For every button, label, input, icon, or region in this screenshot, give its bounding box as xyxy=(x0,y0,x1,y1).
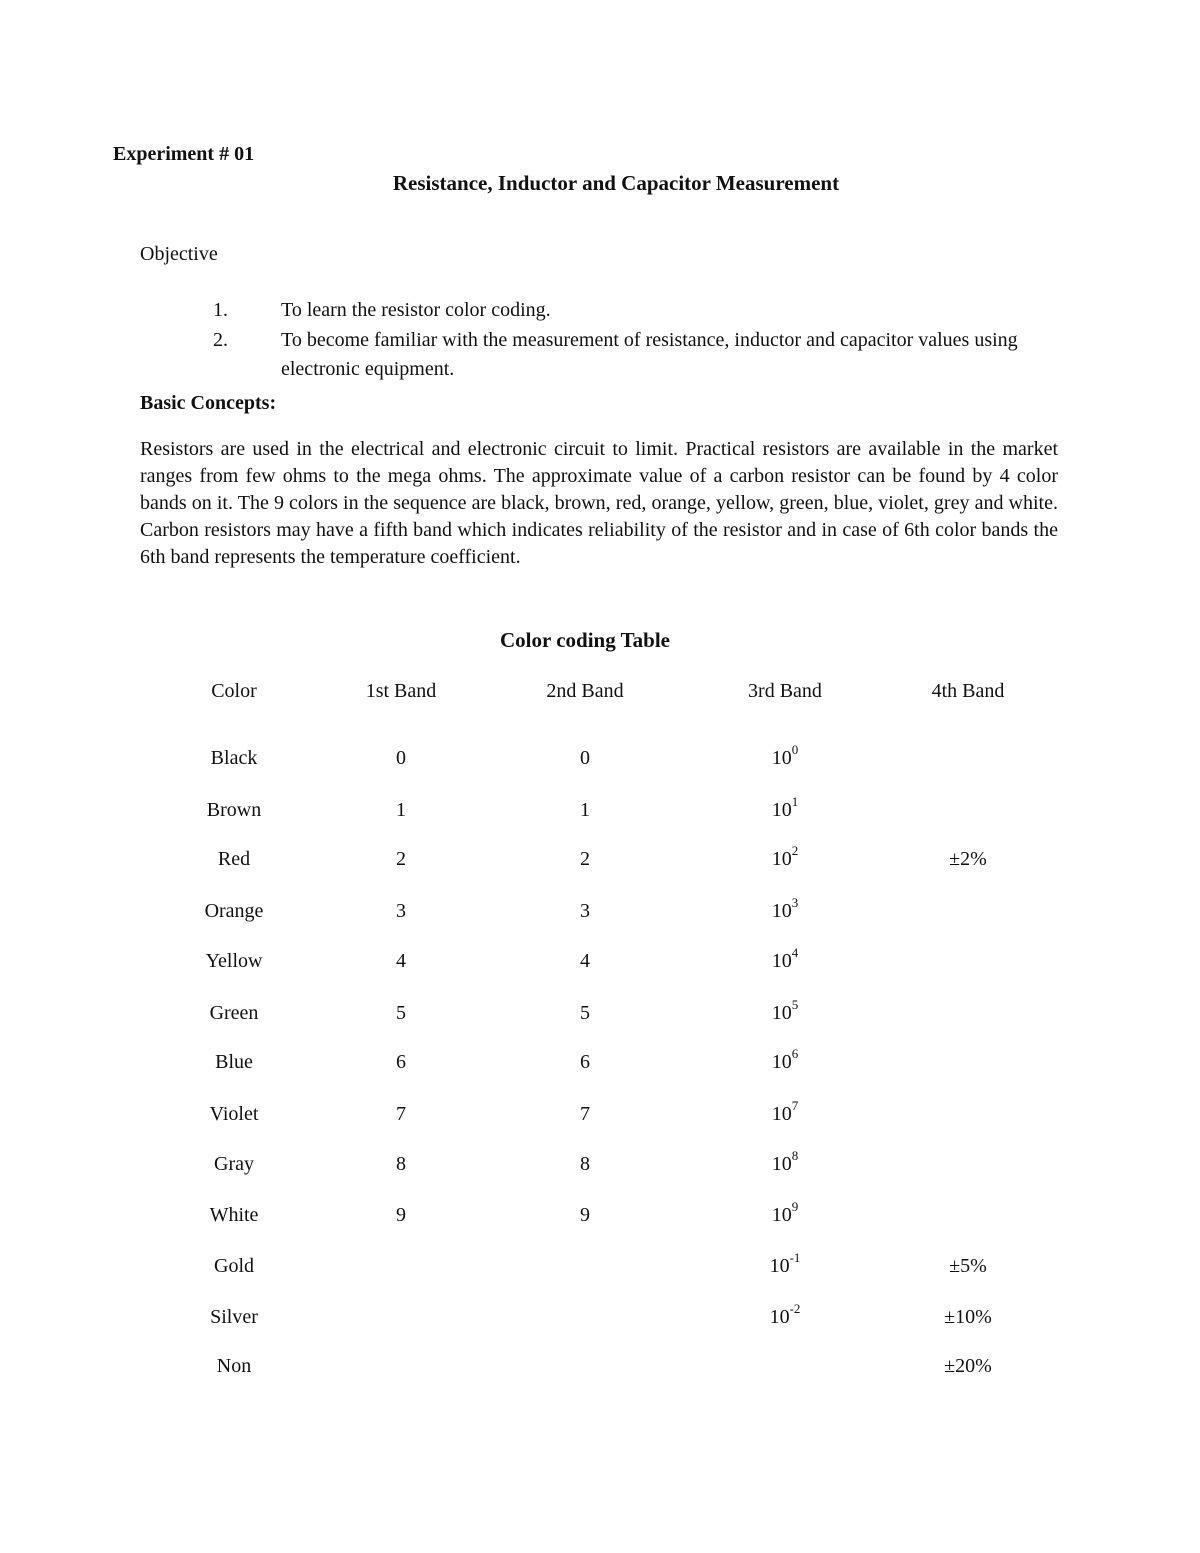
first-band-cell: 6 xyxy=(396,1051,406,1073)
color-name-cell: Black xyxy=(210,747,258,769)
third-band-cell xyxy=(720,1250,850,1280)
second-band-cell: 4 xyxy=(580,950,590,972)
multiplier-base: 10 xyxy=(771,950,792,972)
third-band-cell xyxy=(720,1148,850,1178)
multiplier-base: 10 xyxy=(771,848,792,870)
multiplier-exponent: 1 xyxy=(791,794,799,810)
color-name-cell: Green xyxy=(209,1002,259,1024)
table-header-cell: 4th Band xyxy=(931,680,1005,702)
first-band-cell: 0 xyxy=(396,747,406,769)
multiplier-exponent: 3 xyxy=(791,895,799,911)
multiplier-base: 10 xyxy=(771,1002,792,1024)
fourth-band-cell: ±10% xyxy=(944,1306,992,1328)
multiplier-base: 10 xyxy=(769,1306,790,1328)
multiplier-base: 10 xyxy=(769,1255,790,1277)
first-band-cell: 4 xyxy=(396,950,406,972)
color-name-cell: Blue xyxy=(215,1051,253,1073)
second-band-cell: 0 xyxy=(580,747,590,769)
second-band-cell: 3 xyxy=(580,900,590,922)
table-header-cell: Color xyxy=(211,680,257,702)
first-band-cell: 1 xyxy=(396,799,406,821)
multiplier-exponent: 5 xyxy=(791,997,799,1013)
color-name-cell: Red xyxy=(217,848,251,870)
fourth-band-cell: ±2% xyxy=(949,848,987,870)
table-header-cell: 3rd Band xyxy=(748,680,822,702)
second-band-cell: 2 xyxy=(580,848,590,870)
second-band-cell: 6 xyxy=(580,1051,590,1073)
first-band-cell: 2 xyxy=(396,848,406,870)
third-band-cell xyxy=(720,1301,850,1331)
multiplier-exponent: -2 xyxy=(789,1301,801,1317)
table-header-cell: 1st Band xyxy=(365,680,437,702)
multiplier-base: 10 xyxy=(771,1051,792,1073)
first-band-cell: 5 xyxy=(396,1002,406,1024)
first-band-cell: 3 xyxy=(396,900,406,922)
multiplier-exponent: -1 xyxy=(789,1250,801,1266)
second-band-cell: 5 xyxy=(580,1002,590,1024)
multiplier-base: 10 xyxy=(771,799,792,821)
multiplier-exponent: 7 xyxy=(791,1098,799,1114)
color-name-cell: Gray xyxy=(214,1153,254,1175)
multiplier-exponent: 4 xyxy=(791,945,799,961)
third-band-cell xyxy=(720,794,850,824)
first-band-cell: 7 xyxy=(396,1103,406,1125)
third-band-cell xyxy=(720,997,850,1027)
color-name-cell: Orange xyxy=(204,900,264,922)
multiplier-exponent: 9 xyxy=(791,1199,799,1215)
color-name-cell: Brown xyxy=(206,799,262,821)
objective-item-number: 2. xyxy=(213,329,228,351)
second-band-cell: 9 xyxy=(580,1204,590,1226)
table-header-cell: 2nd Band xyxy=(546,680,624,702)
multiplier-exponent: 6 xyxy=(791,1046,799,1062)
experiment-label: Experiment # 01 xyxy=(113,143,255,165)
second-band-cell: 1 xyxy=(580,799,590,821)
third-band-cell xyxy=(720,895,850,925)
multiplier-base: 10 xyxy=(771,747,792,769)
multiplier-base: 10 xyxy=(771,1204,792,1226)
color-name-cell: White xyxy=(209,1204,259,1226)
second-band-cell: 7 xyxy=(580,1103,590,1125)
multiplier-exponent: 8 xyxy=(791,1148,799,1164)
table-title: Color coding Table xyxy=(500,628,670,652)
third-band-cell xyxy=(720,1199,850,1229)
multiplier-base: 10 xyxy=(771,1153,792,1175)
multiplier-exponent: 0 xyxy=(791,742,799,758)
color-name-cell: Non xyxy=(216,1355,252,1377)
fourth-band-cell: ±5% xyxy=(949,1255,987,1277)
objective-item-text: To become familiar with the measurement of resistance, inductor and capacitor values using electronic equipment. xyxy=(281,329,1018,380)
color-name-cell: Violet xyxy=(209,1103,259,1125)
color-name-cell: Gold xyxy=(214,1255,254,1277)
basic-concepts-heading: Basic Concepts: xyxy=(140,392,277,414)
fourth-band-cell: ±20% xyxy=(944,1355,992,1377)
multiplier-base: 10 xyxy=(771,900,792,922)
multiplier-exponent: 2 xyxy=(791,843,799,859)
color-name-cell: Silver xyxy=(210,1306,258,1328)
objective-item-number: 1. xyxy=(213,299,228,321)
first-band-cell: 9 xyxy=(396,1204,406,1226)
objective-heading: Objective xyxy=(140,243,218,265)
document-title: Resistance, Inductor and Capacitor Measurement xyxy=(392,171,840,195)
third-band-cell xyxy=(720,1046,850,1076)
objective-item-text: To learn the resistor color coding. xyxy=(281,299,551,321)
third-band-cell xyxy=(720,742,850,772)
second-band-cell: 8 xyxy=(580,1153,590,1175)
multiplier-base: 10 xyxy=(771,1103,792,1125)
third-band-cell xyxy=(720,843,850,873)
third-band-cell xyxy=(720,1098,850,1128)
third-band-cell xyxy=(720,945,850,975)
color-name-cell: Yellow xyxy=(205,950,263,972)
basic-concepts-paragraph: Resistors are used in the electrical and electronic circuit to limit. Practical resistors are available in the market ranges from few ohms to the mega ohms. The approximate value of a carbon resistor can be found by 4 color bands on it. The 9 colors in the sequence are black, brown, red, orange, yellow, green, blue, violet, grey and white. Carbon resistors may have a fifth band which indicates reliability of the resistor and in case of 6th color bands the 6th band represents the temperature coefficient. xyxy=(140,438,1058,568)
first-band-cell: 8 xyxy=(396,1153,406,1175)
